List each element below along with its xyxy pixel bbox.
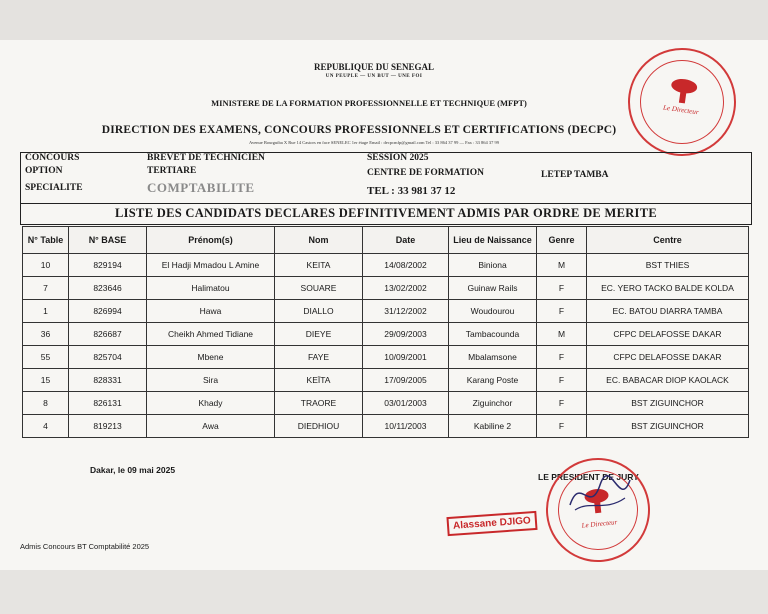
date-line: Dakar, le 09 mai 2025 xyxy=(90,465,176,475)
admitted-candidates-table xyxy=(22,226,749,438)
cell-lieu: Kabiline 2 xyxy=(449,415,537,438)
signatory-stamp: Alassane DJIGO xyxy=(446,511,537,536)
col-header-prenom: Prénom(s) xyxy=(147,227,275,254)
cell-genre: F xyxy=(537,346,587,369)
cell-base-no: 829194 xyxy=(69,254,147,277)
cell-base-no: 828331 xyxy=(69,369,147,392)
cell-table-no: 10 xyxy=(23,254,69,277)
cell-base-no: 819213 xyxy=(69,415,147,438)
cell-table-no: 1 xyxy=(23,300,69,323)
cell-lieu: Tambacounda xyxy=(449,323,537,346)
ministry-heading: MINISTERE DE LA FORMATION PROFESSIONNELLE ET TECHNIQUE (MFPT) xyxy=(211,98,527,108)
table-row xyxy=(23,346,749,369)
table-row xyxy=(23,415,749,438)
baobab-icon xyxy=(667,76,700,106)
seal-center-label: Le Directeur xyxy=(662,103,700,117)
cell-lieu: Woudourou xyxy=(449,300,537,323)
cell-date: 31/12/2002 xyxy=(363,300,449,323)
cell-table-no: 7 xyxy=(23,277,69,300)
specialite-value: COMPTABILITE xyxy=(147,180,255,195)
cell-nom: TRAORE xyxy=(275,392,363,415)
option-label: OPTION xyxy=(25,166,63,176)
table-row xyxy=(23,254,749,277)
list-title: LISTE DES CANDIDATS DECLARES DEFINITIVEMENT ADMIS PAR ORDRE DE MERITE xyxy=(20,202,752,225)
specialite-label: SPECIALITE xyxy=(25,183,83,193)
signature xyxy=(565,470,635,520)
cell-date: 10/11/2003 xyxy=(363,415,449,438)
session-label: SESSION 2025 xyxy=(367,153,429,163)
cell-base-no: 826994 xyxy=(69,300,147,323)
cell-prenom: Mbene xyxy=(147,346,275,369)
table-header-row xyxy=(23,227,749,254)
cell-genre: F xyxy=(537,277,587,300)
cell-date: 10/09/2001 xyxy=(363,346,449,369)
document-page xyxy=(0,40,768,570)
cell-date: 14/08/2002 xyxy=(363,254,449,277)
table-row xyxy=(23,369,749,392)
address-line: Avenue Bourguiba X Rue 14 Castors en face SENELEC 1er étage Email : decpcmfp@gmail.com Tel : 33 864 37 99 — Fax : 33 864 37 99 xyxy=(249,140,499,145)
cell-centre: CFPC DELAFOSSE DAKAR xyxy=(587,323,749,346)
concours-label: CONCOURS xyxy=(25,153,80,163)
cell-prenom: El Hadji Mmadou L Amine xyxy=(147,254,275,277)
cell-nom: DIALLO xyxy=(275,300,363,323)
cell-genre: M xyxy=(537,323,587,346)
cell-table-no: 55 xyxy=(23,346,69,369)
cell-base-no: 825704 xyxy=(69,346,147,369)
cell-prenom: Sira xyxy=(147,369,275,392)
cell-genre: F xyxy=(537,300,587,323)
cell-base-no: 823646 xyxy=(69,277,147,300)
bottom-blur xyxy=(0,570,768,614)
cell-centre: EC. YERO TACKO BALDE KOLDA xyxy=(587,277,749,300)
cell-date: 13/02/2002 xyxy=(363,277,449,300)
cell-table-no: 8 xyxy=(23,392,69,415)
republic-heading: REPUBLIQUE DU SENEGAL xyxy=(313,62,435,72)
centre-value: LETEP TAMBA xyxy=(541,170,609,180)
centre-label: CENTRE DE FORMATION xyxy=(367,168,484,178)
table-row xyxy=(23,277,749,300)
col-header-genre: Genre xyxy=(537,227,587,254)
cell-lieu: Mbalamsone xyxy=(449,346,537,369)
cell-date: 03/01/2003 xyxy=(363,392,449,415)
seal-center-label: Le Directeur xyxy=(581,518,618,530)
cell-centre: EC. BABACAR DIOP KAOLACK xyxy=(587,369,749,392)
exam-info-box xyxy=(20,152,752,204)
table-row xyxy=(23,300,749,323)
cell-nom: SOUARE xyxy=(275,277,363,300)
cell-nom: KEÏTA xyxy=(275,369,363,392)
cell-centre: BST THIES xyxy=(587,254,749,277)
table-row xyxy=(23,323,749,346)
cell-centre: EC. BATOU DIARRA TAMBA xyxy=(587,300,749,323)
cell-table-no: 36 xyxy=(23,323,69,346)
cell-genre: F xyxy=(537,369,587,392)
cell-base-no: 826687 xyxy=(69,323,147,346)
cell-genre: F xyxy=(537,415,587,438)
concours-value: BREVET DE TECHNICIEN xyxy=(147,153,265,163)
col-header-centre: Centre xyxy=(587,227,749,254)
col-header-lieu: Lieu de Naissance xyxy=(449,227,537,254)
cell-lieu: Guinaw Rails xyxy=(449,277,537,300)
cell-date: 17/09/2005 xyxy=(363,369,449,392)
document-caption: Admis Concours BT Comptabilité 2025 xyxy=(20,542,150,551)
jury-president-label: LE PRESIDENT DE JURY xyxy=(538,472,639,482)
cell-base-no: 826131 xyxy=(69,392,147,415)
cell-centre: CFPC DELAFOSSE DAKAR xyxy=(587,346,749,369)
cell-prenom: Awa xyxy=(147,415,275,438)
cell-date: 29/09/2003 xyxy=(363,323,449,346)
cell-prenom: Khady xyxy=(147,392,275,415)
col-header-nom: Nom xyxy=(275,227,363,254)
col-header-base-no: N° BASE xyxy=(69,227,147,254)
cell-centre: BST ZIGUINCHOR xyxy=(587,415,749,438)
motto: UN PEUPLE — UN BUT — UNE FOI xyxy=(325,74,423,79)
cell-lieu: Karang Poste xyxy=(449,369,537,392)
cell-lieu: Biniona xyxy=(449,254,537,277)
cell-prenom: Halimatou xyxy=(147,277,275,300)
cell-table-no: 4 xyxy=(23,415,69,438)
cell-nom: DIEYE xyxy=(275,323,363,346)
cell-lieu: Ziguinchor xyxy=(449,392,537,415)
cell-table-no: 15 xyxy=(23,369,69,392)
option-value: TERTIARE xyxy=(147,166,197,176)
cell-nom: DIEDHIOU xyxy=(275,415,363,438)
direction-heading: DIRECTION DES EXAMENS, CONCOURS PROFESSIONNELS ET CERTIFICATIONS (DECPC) xyxy=(101,124,617,136)
cell-centre: BST ZIGUINCHOR xyxy=(587,392,749,415)
cell-prenom: Hawa xyxy=(147,300,275,323)
tel-label: TEL : 33 981 37 12 xyxy=(367,185,456,197)
cell-prenom: Cheikh Ahmed Tidiane xyxy=(147,323,275,346)
cell-nom: KEITA xyxy=(275,254,363,277)
col-header-date: Date xyxy=(363,227,449,254)
cell-nom: FAYE xyxy=(275,346,363,369)
cell-genre: M xyxy=(537,254,587,277)
table-row xyxy=(23,392,749,415)
cell-genre: F xyxy=(537,392,587,415)
col-header-table-no: N° Table xyxy=(23,227,69,254)
top-blur xyxy=(0,0,768,40)
